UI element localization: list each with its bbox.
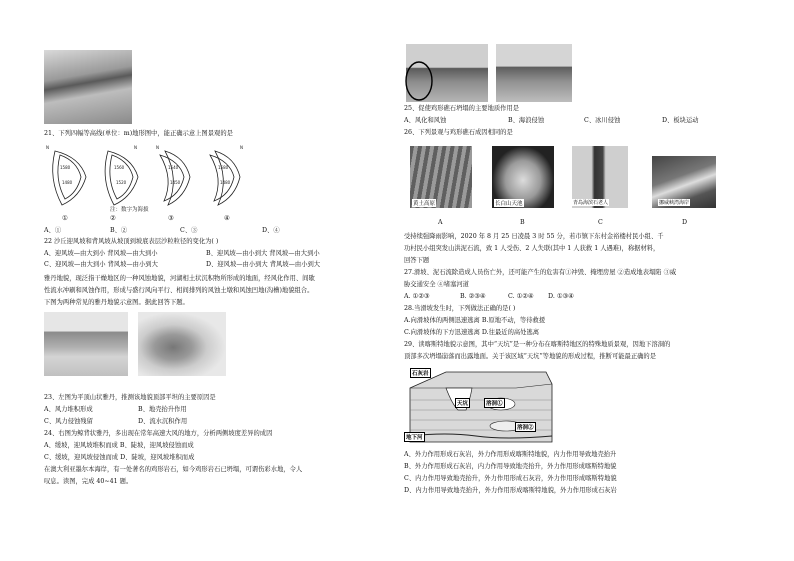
question-21: 21、下列四幅等高线(单位：m)地形图中，能正确示意上图景观的是 [44, 130, 233, 137]
q25-option-b: B、海浪侵蚀 [508, 117, 545, 124]
map-num-2: ② [110, 215, 116, 222]
svg-text:1480: 1480 [220, 180, 231, 185]
q27-option-d: D. ①③④ [548, 293, 574, 300]
mesa-yardang-image [44, 312, 128, 376]
map-note: 注：数字为海拔 [110, 207, 149, 213]
photo-letter-a: A [438, 219, 443, 226]
caption-d: 挪威峡湾海岸 [659, 200, 690, 206]
question-24: 24、右图为鲸背状雅丹，多出现在常年高速大风的地方，分析两侧坡度差异的成因 [44, 430, 273, 437]
label-cave-2: 溶洞② [515, 422, 536, 432]
svg-text:N: N [134, 145, 137, 150]
map-num-3: ③ [168, 215, 174, 222]
q27-option-a: A. ①②③ [404, 293, 430, 300]
q21-option-d: D、④ [262, 227, 280, 234]
q28-options-ab: A.向滑坡体的两侧迅速逃离 B.原地不动，等待救援 [404, 317, 546, 324]
svg-text:1560: 1560 [114, 165, 125, 170]
rooster-rock-photo-after [496, 44, 572, 102]
rain-passage-2: 功村民小组突发山洪泥石流，致 1 人受伤、2 人失联(其中 1 人获救 1 人遇难)，称据材料， [404, 245, 660, 252]
q29-option-d: D、内力作用导致地壳抬升，外力作用形成喀斯特地貌，外力作用形成石灰岩 [404, 487, 617, 494]
question-26: 26、下列景观与鸡形礁石成因相同的是 [404, 129, 513, 136]
label-tiankeng: 天坑 [455, 398, 470, 408]
highlight-circle [404, 60, 434, 102]
map-num-1: ① [62, 215, 68, 222]
q23-option-c: C、风力侵蚀残留 [44, 418, 93, 425]
q29-option-c: C、内力作用导致地壳抬升，外力作用形成石灰岩，外力作用形成喀斯特地貌 [404, 475, 617, 482]
whaleback-yardang-image [138, 312, 226, 376]
yardang-intro-2: 性流水冲刷和风蚀作用，形成与盛行风向平行、相间排列的风蚀土墩和风蚀凹地(沟槽)地貌组合。 [44, 287, 314, 294]
q22-option-c: C、迎风坡—由大到小 背风坡—由小到大 [44, 261, 158, 268]
yardang-intro-3: 下图为两种常见的雅丹地貌示意图。据此回答下题。 [44, 299, 189, 306]
question-28: 28.当滑坡发生时，下列做法正确的是( ) [404, 305, 516, 312]
q22-option-d: D、迎风坡—由小到大 背风坡—由小到大 [206, 261, 321, 268]
label-underground-river: 地下河 [404, 432, 425, 442]
desert-dune-photo [44, 50, 132, 124]
q29-option-a: A、外力作用形成石灰岩，外力作用形成喀斯特地貌，内力作用导致地壳抬升 [404, 451, 617, 458]
q22-option-a: A、迎风坡—由大到小 背风坡—由大到小 [44, 250, 158, 257]
q27-option-b: B. ②③④ [460, 293, 486, 300]
q28-options-cd: C.向滑坡体的下方迅速逃离 D.往最近的高处逃离 [404, 329, 540, 336]
svg-text:N: N [156, 145, 159, 150]
question-27-cont: 胁交通安全 ④堵塞河道 [404, 281, 469, 288]
q24-options-ab: A、缓坡，迎风坡堆积而成 B、陡坡，迎风坡侵蚀而成 [44, 442, 194, 449]
caption-b: 长白山天池 [495, 201, 523, 207]
q24-options-cd: C、缓坡，迎风坡侵蚀而成 D、陡坡，迎风坡堆积而成 [44, 454, 195, 461]
q27-option-c: C. ①②④ [508, 293, 534, 300]
caption-a: 黄土高原 [413, 201, 436, 207]
q25-option-c: C、冰川侵蚀 [584, 117, 621, 124]
q23-option-a: A、风力堆积形成 [44, 406, 93, 413]
q22-option-b: B、迎风坡—由小到大 背风坡—由大到小 [206, 250, 320, 257]
label-limestone: 石灰岩 [410, 368, 431, 378]
q25-option-a: A、风化和风蚀 [404, 117, 447, 124]
svg-text:N: N [46, 145, 49, 150]
q21-option-c: C、③ [180, 227, 198, 234]
svg-text:1580: 1580 [60, 165, 71, 170]
passage-line-2: 叹息。读图，完成 40~41 题。 [44, 478, 133, 485]
map-num-4: ④ [224, 215, 230, 222]
question-22: 22 沙丘迎风坡和背风坡从坡顶到坡底表层沙粒粒径的变化为( ) [44, 238, 219, 245]
rain-passage-3: 回答下题 [404, 257, 430, 264]
yardang-intro-1: 雅丹地貌，现泛指干燥地区的一种风蚀地貌，河湖相土状沉积物所形成的地面，经风化作用、间歇 [44, 275, 315, 282]
caption-c: 青岛海滨石老人 [573, 200, 609, 206]
photo-letter-b: B [520, 219, 525, 226]
label-cave-1: 溶洞① [484, 398, 505, 408]
q23-option-d: D、流水沉积作用 [138, 418, 188, 425]
question-29-line-2: 顶部多次坍塌崩落而出露地面。关于该区域“天坑”等地貌的形成过程，推断可能最正确的是 [404, 353, 657, 360]
svg-text:1540: 1540 [168, 165, 179, 170]
photo-letter-c: C [598, 219, 603, 226]
rain-passage-1: 受持续强降雨影响，2020 年 8 月 25 日凌晨 3 时 55 分，若市镇下东村金裕楼村民小组、千 [404, 233, 664, 240]
photo-letter-d: D [682, 219, 688, 226]
question-25: 25、促使鸡形礁石坍塌的主要地质作用是 [404, 105, 520, 112]
passage-line-1: 在澳大利亚墨尔本海岸，有一处著名的鸡形岩石，如今鸡形岩石已坍塌，可谓伤彩水地，令人 [44, 466, 303, 473]
svg-text:1580: 1580 [218, 165, 229, 170]
q23-option-b: B、地壳抬升作用 [138, 406, 187, 413]
q29-option-b: B、外力作用形成石灰岩，内力作用导致地壳抬升，外力作用形成喀斯特地貌 [404, 463, 617, 470]
q21-option-a: A、① [44, 227, 62, 234]
svg-text:1480: 1480 [62, 180, 73, 185]
svg-text:N: N [240, 145, 243, 150]
question-27: 27.滑坡、泥石流除造成人员伤亡外，还可能产生的危害有①冲毁、掩埋房屋 ②造成地表塌陷 ③威 [404, 269, 677, 276]
svg-text:1520: 1520 [116, 180, 127, 185]
q21-option-b: B、② [110, 227, 128, 234]
q25-option-d: D、板块运动 [662, 117, 699, 124]
svg-text:1450: 1450 [170, 180, 181, 185]
question-29-line-1: 29、读喀斯特地貌示意图，其中“天坑”是一种分布在喀斯特地区的特殊地质景观，因地下溶洞的 [404, 341, 671, 348]
question-23: 23、左图为平顶山状雅丹，推测该地貌顶部平坦的主要原因是 [44, 394, 216, 401]
